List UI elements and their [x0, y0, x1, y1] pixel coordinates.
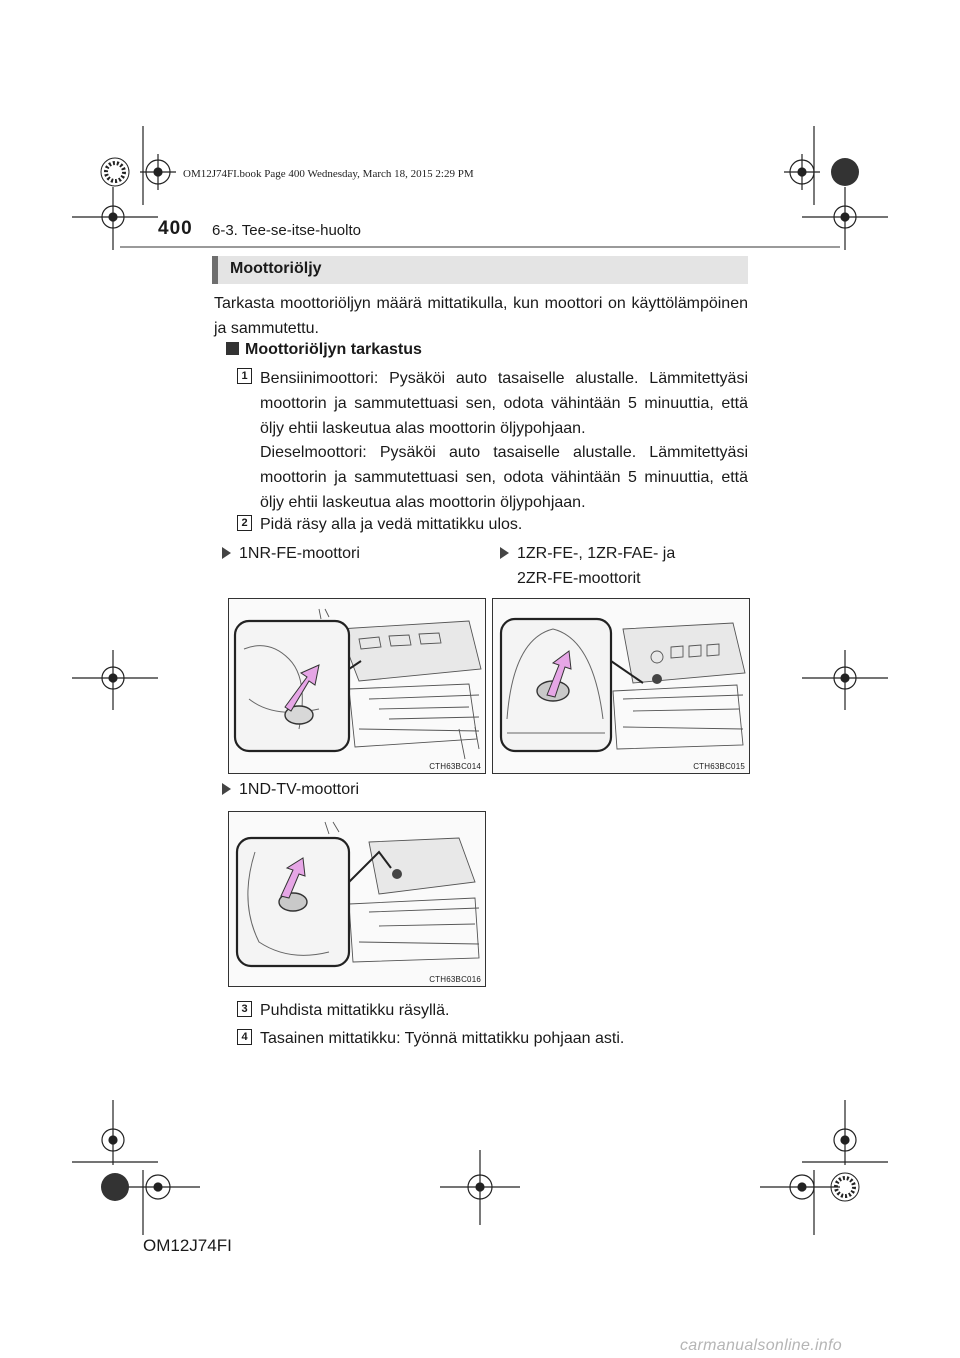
figure-1nd-tv: [228, 811, 486, 987]
engine-label-text: 1NR-FE-moottori: [239, 545, 360, 562]
triangle-bullet-icon: [222, 547, 231, 559]
engine-illustration: [229, 599, 485, 773]
engine-label-text: 1ND-TV-moottori: [239, 781, 360, 798]
triangle-bullet-icon: [500, 547, 509, 559]
step-1-text: Bensiinimoottori: Pysäköi auto tasaiselle alustalle. Lämmitettyäsi moottorin ja sammutettuasi sen, odota vähintään 5 minuuttia, että öljy ehtii laskeutua alas moottorin öljypohjaan.: [260, 370, 748, 437]
engine-label-text: 1ZR-FE-, 1ZR-FAE- ja: [517, 545, 676, 562]
figure-code: CTH63BC016: [429, 975, 481, 984]
figure-code: CTH63BC014: [429, 762, 481, 771]
figure-1nr-fe: [228, 598, 486, 774]
figure-code: CTH63BC015: [693, 762, 745, 771]
step-2-text: Pidä räsy alla ja vedä mittatikku ulos.: [260, 516, 523, 533]
step-badge-4: 4: [237, 1029, 252, 1045]
header-rule: [120, 246, 840, 248]
footer-code: OM12J74FI: [143, 1236, 232, 1255]
triangle-bullet-icon: [222, 783, 231, 795]
step-badge-2: 2: [237, 515, 252, 531]
page-number: 400: [158, 218, 193, 239]
topic-title-bar: [212, 256, 748, 284]
book-info: OM12J74FI.book Page 400 Wednesday, March 18, 2015 2:29 PM: [183, 168, 474, 180]
square-bullet-icon: [226, 342, 239, 355]
engine-label-1nd: [222, 777, 359, 802]
engine-illustration: [229, 812, 485, 986]
engine-label-1nr: [222, 541, 360, 566]
figure-zr-fe: [492, 598, 750, 774]
topic-title: Moottoriöljy: [230, 260, 322, 277]
subheading-text: Moottoriöljyn tarkastus: [245, 341, 422, 358]
intro-paragraph: Tarkasta moottoriöljyn määrä mittatikulla, kun moottori on käyttölämpöinen ja sammutettu.: [214, 295, 748, 337]
engine-label-text-line2: 2ZR-FE-moottorit: [517, 570, 641, 587]
step-4-text: Tasainen mittatikku: Työnnä mittatikku pohjaan asti.: [260, 1030, 625, 1047]
section-title: 6-3. Tee-se-itse-huolto: [212, 222, 361, 239]
step-3-text: Puhdista mittatikku räsyllä.: [260, 1002, 450, 1019]
step-badge-1: 1: [237, 368, 252, 384]
engine-label-zr: [500, 541, 675, 591]
watermark: carmanualsonline.info: [680, 1337, 842, 1354]
subheading: [226, 341, 422, 359]
step-badge-3: 3: [237, 1001, 252, 1017]
step-1-diesel-text: Dieselmoottori: Pysäköi auto tasaiselle alustalle. Lämmitettyäsi moottorin ja sammutettuasi sen, odota vähintään 5 minuuttia, että öljy ehtii laskeutua alas moottorin öljypohjaan.: [260, 444, 748, 511]
engine-illustration: [493, 599, 749, 773]
